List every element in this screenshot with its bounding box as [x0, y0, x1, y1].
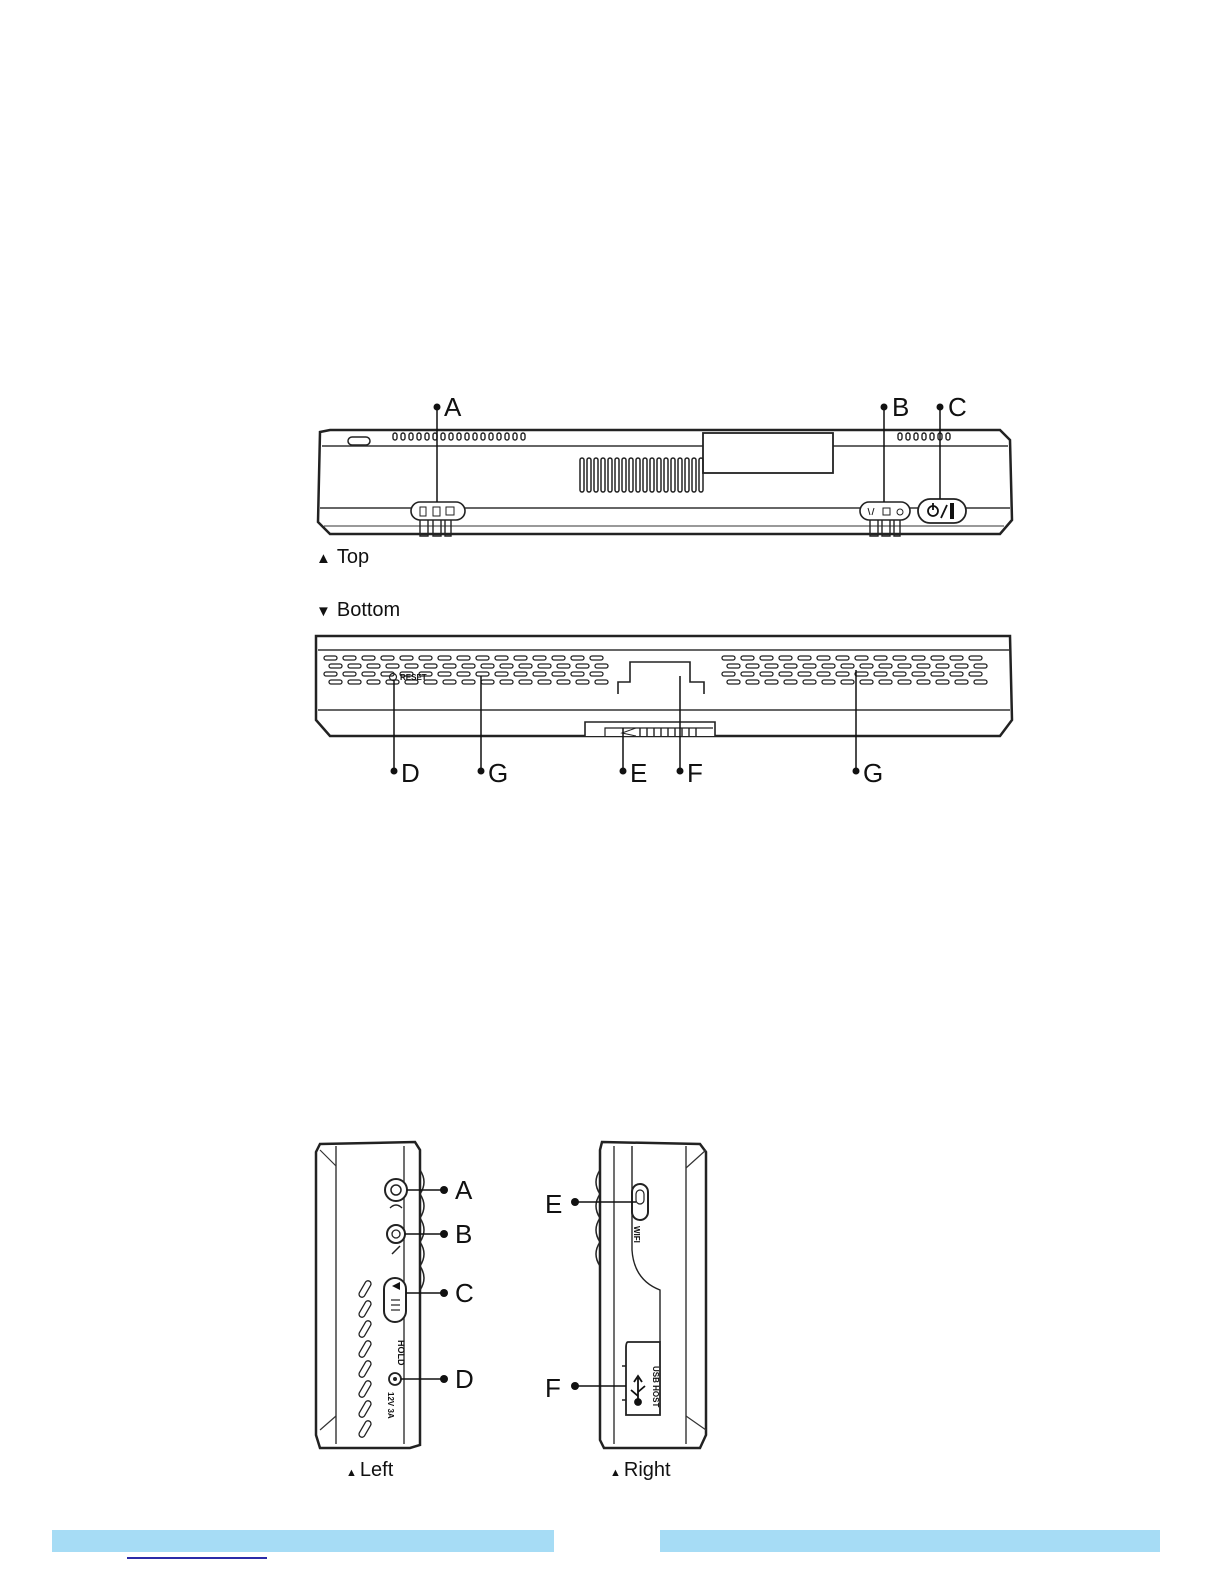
footer-band-left — [52, 1530, 554, 1552]
up-triangle-icon: ▲ — [316, 550, 331, 567]
callout-e-bottom: E — [630, 758, 648, 788]
callout-a-top: A — [444, 392, 462, 422]
right-caption-text: Right — [623, 1459, 671, 1481]
callout-d-bottom: D — [401, 758, 420, 788]
reset-label: RESET — [400, 673, 427, 682]
callout-f-right: F — [545, 1373, 561, 1403]
left-view-caption — [346, 1459, 393, 1482]
wifi-label: WIFI — [632, 1226, 641, 1243]
bottom-view-figure — [300, 624, 1030, 794]
left-view-figure — [300, 1130, 500, 1460]
callout-c-top: C — [948, 392, 967, 422]
callout-a-left: A — [455, 1175, 473, 1205]
top-view-figure — [300, 390, 1030, 550]
callout-d-left: D — [455, 1364, 474, 1394]
usb-host-label: USB HOST — [651, 1366, 660, 1408]
footer-band-right — [660, 1530, 1160, 1552]
right-view-figure — [530, 1130, 730, 1460]
callout-c-left: C — [455, 1278, 474, 1308]
right-view-caption — [610, 1459, 671, 1482]
up-triangle-icon: ▲ — [610, 1467, 621, 1479]
top-view-caption — [316, 546, 369, 569]
hold-label: HOLD — [396, 1340, 406, 1366]
footer-rule — [127, 1557, 267, 1559]
left-caption-text: Left — [359, 1459, 394, 1481]
down-triangle-icon: ▼ — [316, 603, 331, 620]
callout-g-bottom-left: G — [488, 758, 509, 788]
callout-f-bottom: F — [687, 758, 703, 788]
callout-b-left: B — [455, 1219, 473, 1249]
callout-b-top: B — [892, 392, 910, 422]
bottom-caption-text: Bottom — [336, 599, 401, 621]
bottom-view-caption — [316, 599, 400, 622]
callout-e-right: E — [545, 1189, 563, 1219]
power-rating-label: 12V 3A — [386, 1392, 395, 1419]
up-triangle-icon: ▲ — [346, 1467, 357, 1479]
callout-g-bottom-right: G — [863, 758, 884, 788]
top-caption-text: Top — [336, 546, 370, 568]
